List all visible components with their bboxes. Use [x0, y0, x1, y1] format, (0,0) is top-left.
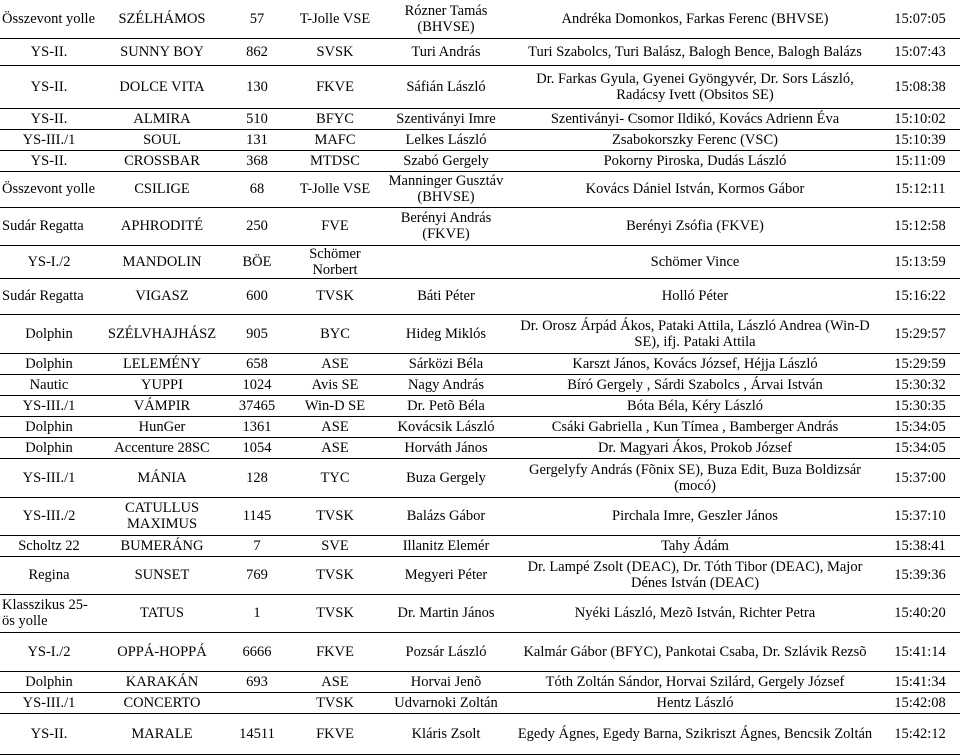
helmsman-cell: Pozsár László: [382, 632, 510, 671]
boat-name-cell: DOLCE VITA: [98, 65, 226, 108]
club-cell: TVSK: [288, 497, 382, 535]
sail-number-cell: 600: [226, 278, 288, 314]
class-cell: Összevont yolle: [0, 171, 98, 207]
boat-name-cell: MANDOLIN: [98, 245, 226, 278]
class-cell: Dolphin: [0, 353, 98, 374]
finish-time-cell: 15:29:57: [880, 314, 960, 353]
finish-time-cell: 15:42:08: [880, 692, 960, 713]
club-cell: FKVE: [288, 713, 382, 754]
class-cell: Scholtz 22: [0, 535, 98, 556]
helmsman-cell: Hideg Miklós: [382, 314, 510, 353]
club-cell: ASE: [288, 671, 382, 692]
helmsman-cell: Turi András: [382, 38, 510, 65]
class-cell: Sudár Regatta: [0, 207, 98, 245]
sail-number-cell: 1: [226, 594, 288, 632]
club-cell: Avis SE: [288, 374, 382, 395]
helmsman-cell: Rózner Tamás (BHVSE): [382, 0, 510, 38]
crew-cell: Dr. Lampé Zsolt (DEAC), Dr. Tóth Tibor (DEAC), Major Dénes István (DEAC): [510, 556, 880, 594]
crew-cell: Szentiványi- Csomor Ildikó, Kovács Adrienn Éva: [510, 108, 880, 129]
club-cell: TYC: [288, 458, 382, 497]
helmsman-cell: Manninger Gusztáv (BHVSE): [382, 171, 510, 207]
sail-number-cell: 1145: [226, 497, 288, 535]
finish-time-cell: 15:30:35: [880, 395, 960, 416]
helmsman-cell: Sárközi Béla: [382, 353, 510, 374]
finish-time-cell: 15:12:58: [880, 207, 960, 245]
crew-cell: Hentz László: [510, 692, 880, 713]
result-row: [0, 38, 960, 65]
class-cell: YS-III./1: [0, 395, 98, 416]
helmsman-cell: Szabó Gergely: [382, 150, 510, 171]
finish-time-cell: 15:37:10: [880, 497, 960, 535]
class-cell: YS-III./1: [0, 129, 98, 150]
club-cell: Win-D SE: [288, 395, 382, 416]
crew-cell: Turi Szabolcs, Turi Balász, Balogh Bence, Balogh Balázs: [510, 38, 880, 65]
finish-time-cell: 15:41:34: [880, 671, 960, 692]
finish-time-cell: 15:07:05: [880, 0, 960, 38]
boat-name-cell: MÁNIA: [98, 458, 226, 497]
finish-time-cell: 15:41:14: [880, 632, 960, 671]
boat-name-cell: CATULLUS MAXIMUS: [98, 497, 226, 535]
club-cell: TVSK: [288, 692, 382, 713]
boat-name-cell: SZÉLHÁMOS: [98, 0, 226, 38]
helmsman-cell: Kovácsik László: [382, 416, 510, 437]
finish-time-cell: 15:30:32: [880, 374, 960, 395]
class-cell: YS-I./2: [0, 245, 98, 278]
crew-cell: Egedy Ágnes, Egedy Barna, Szikriszt Ágnes, Bencsik Zoltán: [510, 713, 880, 754]
class-cell: YS-I./2: [0, 632, 98, 671]
finish-time-cell: 15:07:43: [880, 38, 960, 65]
boat-name-cell: YUPPI: [98, 374, 226, 395]
finish-time-cell: 15:29:59: [880, 353, 960, 374]
class-cell: YS-II.: [0, 65, 98, 108]
club-cell: SVSK: [288, 38, 382, 65]
result-row: [0, 416, 960, 437]
crew-cell: Kalmár Gábor (BFYC), Pankotai Csaba, Dr. Szlávik Rezsõ: [510, 632, 880, 671]
crew-cell: Karszt János, Kovács József, Héjja László: [510, 353, 880, 374]
class-cell: YS-III./1: [0, 458, 98, 497]
boat-name-cell: KARAKÁN: [98, 671, 226, 692]
class-cell: YS-III./1: [0, 692, 98, 713]
result-row: [0, 314, 960, 353]
club-cell: TVSK: [288, 594, 382, 632]
boat-name-cell: SOUL: [98, 129, 226, 150]
result-row: [0, 150, 960, 171]
finish-time-cell: 15:16:22: [880, 278, 960, 314]
crew-cell: Dr. Magyari Ákos, Prokob József: [510, 437, 880, 458]
result-row: [0, 395, 960, 416]
crew-cell: Zsabokorszky Ferenc (VSC): [510, 129, 880, 150]
helmsman-cell: Dr. Petõ Béla: [382, 395, 510, 416]
helmsman-cell: [382, 245, 510, 278]
helmsman-cell: Udvarnoki Zoltán: [382, 692, 510, 713]
boat-name-cell: SUNNY BOY: [98, 38, 226, 65]
sail-number-cell: BÖE: [226, 245, 288, 278]
class-cell: Nautic: [0, 374, 98, 395]
sail-number-cell: 510: [226, 108, 288, 129]
result-row: [0, 0, 960, 38]
club-cell: BFYC: [288, 108, 382, 129]
club-cell: SVE: [288, 535, 382, 556]
class-cell: Dolphin: [0, 416, 98, 437]
class-cell: Sudár Regatta: [0, 278, 98, 314]
class-cell: YS-II.: [0, 108, 98, 129]
result-row: [0, 374, 960, 395]
result-row: [0, 245, 960, 278]
helmsman-cell: Lelkes László: [382, 129, 510, 150]
finish-time-cell: 15:38:41: [880, 535, 960, 556]
boat-name-cell: VÁMPIR: [98, 395, 226, 416]
result-row: [0, 65, 960, 108]
crew-cell: Holló Péter: [510, 278, 880, 314]
finish-time-cell: 15:10:02: [880, 108, 960, 129]
club-cell: ASE: [288, 416, 382, 437]
club-cell: FKVE: [288, 65, 382, 108]
crew-cell: Bóta Béla, Kéry László: [510, 395, 880, 416]
result-row: [0, 129, 960, 150]
crew-cell: Nyéki László, Mezõ István, Richter Petra: [510, 594, 880, 632]
helmsman-cell: Sáfián László: [382, 65, 510, 108]
boat-name-cell: BUMERÁNG: [98, 535, 226, 556]
club-cell: MAFC: [288, 129, 382, 150]
crew-cell: Csáki Gabriella , Kun Tímea , Bamberger András: [510, 416, 880, 437]
helmsman-cell: Berényi András (FKVE): [382, 207, 510, 245]
crew-cell: Bíró Gergely , Sárdi Szabolcs , Árvai István: [510, 374, 880, 395]
finish-time-cell: 15:34:05: [880, 416, 960, 437]
boat-name-cell: OPPÁ-HOPPÁ: [98, 632, 226, 671]
helmsman-cell: Buza Gergely: [382, 458, 510, 497]
helmsman-cell: Balázs Gábor: [382, 497, 510, 535]
sail-number-cell: 6666: [226, 632, 288, 671]
boat-name-cell: VIGASZ: [98, 278, 226, 314]
sail-number-cell: 57: [226, 0, 288, 38]
result-row: [0, 171, 960, 207]
club-cell: ASE: [288, 353, 382, 374]
helmsman-cell: Báti Péter: [382, 278, 510, 314]
boat-name-cell: APHRODITÉ: [98, 207, 226, 245]
club-cell: Schömer Norbert: [288, 245, 382, 278]
boat-name-cell: MARALE: [98, 713, 226, 754]
crew-cell: Schömer Vince: [510, 245, 880, 278]
result-row: [0, 556, 960, 594]
class-cell: Összevont yolle: [0, 0, 98, 38]
sail-number-cell: 693: [226, 671, 288, 692]
club-cell: TVSK: [288, 278, 382, 314]
crew-cell: Dr. Farkas Gyula, Gyenei Gyöngyvér, Dr. Sors László, Radácsy Ivett (Obsitos SE): [510, 65, 880, 108]
finish-time-cell: 15:40:20: [880, 594, 960, 632]
sail-number-cell: 7: [226, 535, 288, 556]
result-row: [0, 437, 960, 458]
finish-time-cell: 15:10:39: [880, 129, 960, 150]
finish-time-cell: 15:11:09: [880, 150, 960, 171]
sail-number-cell: 1024: [226, 374, 288, 395]
finish-time-cell: 15:12:11: [880, 171, 960, 207]
class-cell: YS-III./2: [0, 497, 98, 535]
club-cell: FKVE: [288, 632, 382, 671]
club-cell: TVSK: [288, 556, 382, 594]
sail-number-cell: 1054: [226, 437, 288, 458]
sail-number-cell: 368: [226, 150, 288, 171]
helmsman-cell: Kláris Zsolt: [382, 713, 510, 754]
crew-cell: Tahy Ádám: [510, 535, 880, 556]
crew-cell: Berényi Zsófia (FKVE): [510, 207, 880, 245]
result-row: [0, 458, 960, 497]
sail-number-cell: 658: [226, 353, 288, 374]
sail-number-cell: 769: [226, 556, 288, 594]
sail-number-cell: 130: [226, 65, 288, 108]
crew-cell: Dr. Orosz Árpád Ákos, Pataki Attila, László Andrea (Win-D SE), ifj. Pataki Attila: [510, 314, 880, 353]
crew-cell: Pirchala Imre, Geszler János: [510, 497, 880, 535]
result-row: [0, 713, 960, 754]
crew-cell: Gergelyfy András (Fõnix SE), Buza Edit, Buza Boldizsár (mocó): [510, 458, 880, 497]
sail-number-cell: 250: [226, 207, 288, 245]
finish-time-cell: 15:37:00: [880, 458, 960, 497]
sail-number-cell: [226, 692, 288, 713]
crew-cell: Kovács Dániel István, Kormos Gábor: [510, 171, 880, 207]
class-cell: Klasszikus 25-ös yolle: [0, 594, 98, 632]
crew-cell: Pokorny Piroska, Dudás László: [510, 150, 880, 171]
result-row: [0, 207, 960, 245]
helmsman-cell: Szentiványi Imre: [382, 108, 510, 129]
boat-name-cell: SZÉLVHAJHÁSZ: [98, 314, 226, 353]
result-row: [0, 353, 960, 374]
sail-number-cell: 68: [226, 171, 288, 207]
boat-name-cell: SUNSET: [98, 556, 226, 594]
crew-cell: Andréka Domonkos, Farkas Ferenc (BHVSE): [510, 0, 880, 38]
result-row: [0, 671, 960, 692]
finish-time-cell: 15:42:12: [880, 713, 960, 754]
boat-name-cell: CONCERTO: [98, 692, 226, 713]
crew-cell: Tóth Zoltán Sándor, Horvai Szilárd, Gergely József: [510, 671, 880, 692]
class-cell: YS-II.: [0, 150, 98, 171]
class-cell: Dolphin: [0, 671, 98, 692]
result-row: [0, 632, 960, 671]
helmsman-cell: Illanitz Elemér: [382, 535, 510, 556]
sail-number-cell: 905: [226, 314, 288, 353]
result-row: [0, 108, 960, 129]
helmsman-cell: Megyeri Péter: [382, 556, 510, 594]
boat-name-cell: TATUS: [98, 594, 226, 632]
class-cell: Dolphin: [0, 314, 98, 353]
sail-number-cell: 14511: [226, 713, 288, 754]
club-cell: T-Jolle VSE: [288, 171, 382, 207]
club-cell: FVE: [288, 207, 382, 245]
club-cell: T-Jolle VSE: [288, 0, 382, 38]
finish-time-cell: 15:34:05: [880, 437, 960, 458]
finish-time-cell: 15:08:38: [880, 65, 960, 108]
sail-number-cell: 862: [226, 38, 288, 65]
boat-name-cell: CROSSBAR: [98, 150, 226, 171]
boat-name-cell: CSILIGE: [98, 171, 226, 207]
finish-time-cell: 15:39:36: [880, 556, 960, 594]
class-cell: YS-II.: [0, 713, 98, 754]
boat-name-cell: LELEMÉNY: [98, 353, 226, 374]
club-cell: ASE: [288, 437, 382, 458]
club-cell: BYC: [288, 314, 382, 353]
result-row: [0, 497, 960, 535]
class-cell: Dolphin: [0, 437, 98, 458]
result-row: [0, 278, 960, 314]
result-row: [0, 692, 960, 713]
boat-name-cell: Accenture 28SC: [98, 437, 226, 458]
result-row: [0, 535, 960, 556]
finish-time-cell: 15:13:59: [880, 245, 960, 278]
result-row: [0, 594, 960, 632]
sail-number-cell: 128: [226, 458, 288, 497]
helmsman-cell: Horvai Jenõ: [382, 671, 510, 692]
sail-number-cell: 37465: [226, 395, 288, 416]
club-cell: MTDSC: [288, 150, 382, 171]
class-cell: Regina: [0, 556, 98, 594]
sail-number-cell: 131: [226, 129, 288, 150]
boat-name-cell: ALMIRA: [98, 108, 226, 129]
boat-name-cell: HunGer: [98, 416, 226, 437]
helmsman-cell: Dr. Martin János: [382, 594, 510, 632]
helmsman-cell: Horváth János: [382, 437, 510, 458]
helmsman-cell: Nagy András: [382, 374, 510, 395]
sail-number-cell: 1361: [226, 416, 288, 437]
class-cell: YS-II.: [0, 38, 98, 65]
